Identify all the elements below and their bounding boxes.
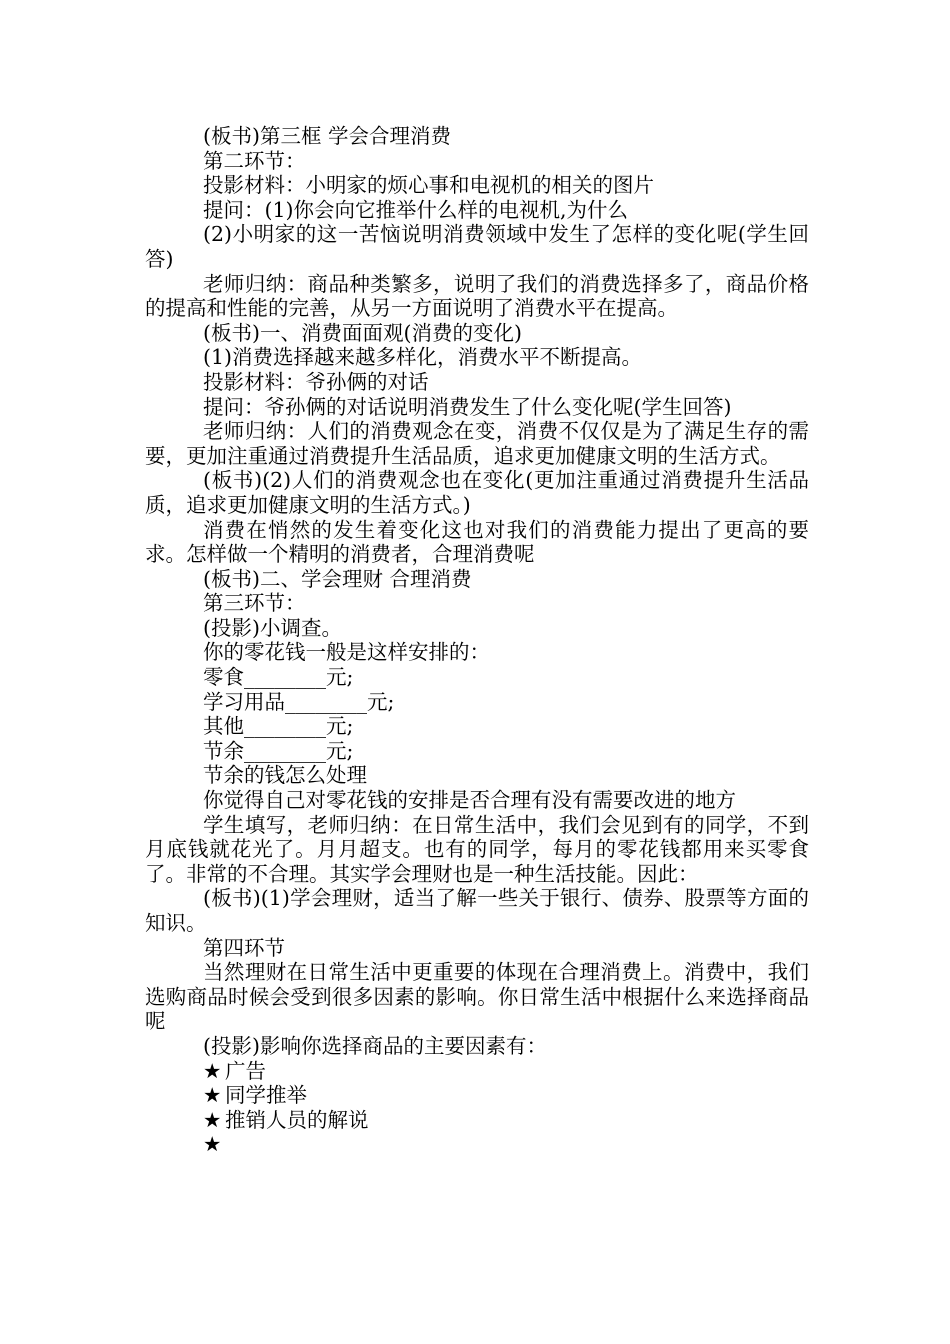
star-icon: ★ (203, 1058, 222, 1083)
paragraph-projection-factors: (投影)影响你选择商品的主要因素有： (203, 1033, 547, 1058)
paragraph-survey: (投影)小调查。 (203, 615, 342, 640)
list-item (145, 1108, 809, 1133)
paragraph-consumption-change: 消费在悄然的发生着变化这也对我们的消费能力提出了更高的要求。怎样做一个精明的消费者，合理消费呢 (145, 517, 809, 567)
paragraph-section-two: 第二环节： (203, 148, 306, 173)
paragraph-board-section-two: (板书)二、学会理财 合理消费 (203, 566, 472, 591)
paragraph-other-blank: 其他________元; (203, 714, 354, 739)
paragraph-board-finance: (板书)(1)学会理财，适当了解一些关于银行、债券、股票等方面的知识。 (145, 886, 809, 935)
list-item-label: 广告 (225, 1058, 266, 1083)
list-item-label: 同学推举 (225, 1083, 307, 1108)
paragraph-board-consumption-view: (板书)一、消费面面观(消费的变化) (203, 320, 522, 345)
paragraph-section-four: 第四环节 (203, 935, 285, 960)
paragraph-question-dialogue: 提问：爷孙俩的对话说明消费发生了什么变化呢(学生回答) (203, 394, 732, 419)
list-item-label: 推销人员的解说 (225, 1107, 369, 1132)
star-icon: ★ (203, 1083, 222, 1108)
paragraph-board-point-2: (板书)(2)人们的消费观念也在变化(更加注重通过消费提升生活品质，追求更加健康文明的生活方式。) (145, 468, 809, 517)
paragraph-supplies-blank: 学习用品________元; (203, 689, 395, 714)
star-icon: ★ (203, 1107, 222, 1132)
list-item (145, 1132, 809, 1157)
paragraph-pocket-money-intro: 你的零花钱一般是这样安排的： (203, 640, 490, 665)
paragraph-teacher-summary-1: 老师归纳：商品种类繁多，说明了我们的消费选择多了，商品价格的提高和性能的完善，从另一方面说明了消费水平在提高。 (145, 271, 809, 321)
paragraph-question-1: 提问：(1)你会向它推举什么样的电视机,为什么 (203, 197, 629, 222)
paragraph-question-2: (2)小明家的这一苦恼说明消费领域中发生了怎样的变化呢(学生回答) (145, 222, 809, 271)
paragraph-section-three: 第三环节： (203, 591, 306, 616)
paragraph-snacks-blank: 零食________元; (203, 665, 354, 690)
star-icon: ★ (203, 1132, 222, 1157)
paragraph-projection-dialogue: 投影材料：爷孙俩的对话 (203, 369, 429, 394)
factor-list (145, 1059, 809, 1157)
paragraph-teacher-summary-2: 老师归纳：人们的消费观念在变，消费不仅仅是为了满足生存的需要，更加注重通过消费提升生活品质，追求更加健康文明的生活方式。 (145, 419, 809, 468)
paragraph-rational-consumption: 当然理财在日常生活中更重要的体现在合理消费上。消费中，我们选购商品时候会受到很多因素的影响。你日常生活中根据什么来选择商品呢 (145, 960, 809, 1034)
paragraph-teacher-summary-3: 学生填写，老师归纳：在日常生活中，我们会见到有的同学，不到月底钱就花光了。月月超支。也有的同学，每月的零花钱都用来买零食了。非常的不合理。其实学会理财也是一种生活技能。因此： (145, 812, 809, 886)
paragraph-board-title: (板书)第三框 学会合理消费 (203, 124, 452, 148)
paragraph-projection-material: 投影材料：小明家的烦心事和电视机的相关的图片 (203, 173, 654, 198)
paragraph-savings-blank: 节余________元; (203, 738, 354, 763)
document-page (145, 124, 809, 1157)
list-item (145, 1059, 809, 1084)
list-item (145, 1083, 809, 1108)
paragraph-point-1: (1)消费选择越来越多样化，消费水平不断提高。 (203, 345, 643, 370)
paragraph-arrangement-question: 你觉得自己对零花钱的安排是否合理有没有需要改进的地方 (203, 788, 736, 813)
paragraph-savings-question: 节余的钱怎么处理 (203, 763, 367, 788)
